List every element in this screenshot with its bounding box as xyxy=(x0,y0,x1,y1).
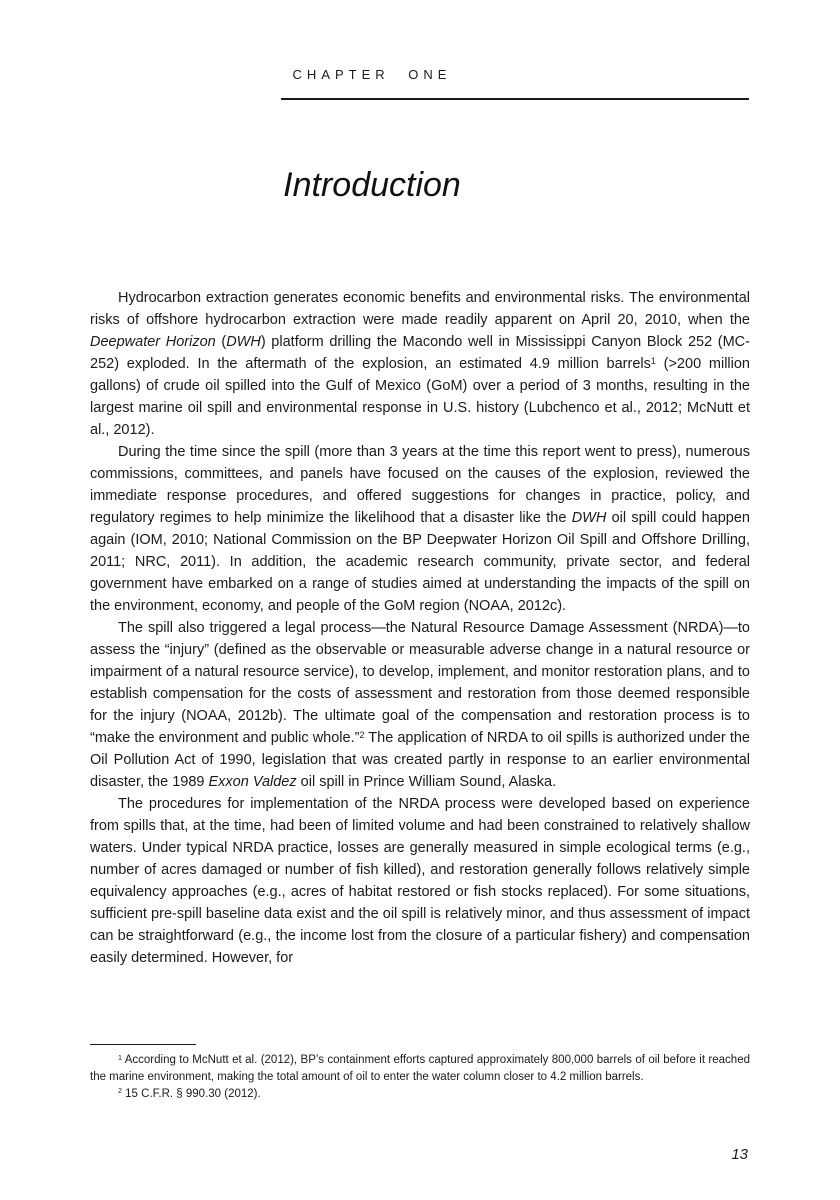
text-run-italic: Exxon Valdez xyxy=(208,774,297,790)
body-text xyxy=(90,287,750,969)
text-run: oil spill in Prince William Sound, Alaska. xyxy=(296,774,557,790)
footnotes-section xyxy=(90,1044,750,1102)
text-run-italic: Deepwater Horizon xyxy=(90,334,216,350)
text-run-italic: DWH xyxy=(571,510,607,526)
chapter-title: Introduction xyxy=(283,166,461,204)
footnote-ref-1: 1 xyxy=(650,355,656,366)
text-run-italic: DWH xyxy=(226,334,261,350)
page-number: 13 xyxy=(731,1146,748,1163)
chapter-label: CHAPTER ONE xyxy=(292,67,452,82)
footnote-text: 15 C.F.R. § 990.30 (2012). xyxy=(121,1087,261,1100)
paragraph-2 xyxy=(90,441,750,617)
text-run: During the time since the spill (more than 3 years at the time this report went to press), numerous commissions, committees, and panels have focused on the causes of the explosion, reviewed the immediate response procedures, and offered suggestions for changes in practice, policy, and regulatory regimes to help minimize the likelihood that a disaster like the xyxy=(90,444,750,526)
paragraph-1 xyxy=(90,287,750,441)
chapter-rule xyxy=(281,98,749,100)
text-run: The application of NRDA to oil spills is authorized under the Oil Pollution Act of 1990, legislation that was created partly in response to an earlier environmental disaster, the 1989 xyxy=(90,730,750,790)
text-run: Hydrocarbon extraction generates economic benefits and environmental risks. The environmental risks of offshore hydrocarbon extraction were made readily apparent on April 20, 2010, when the xyxy=(90,290,750,328)
footnote-ref-2: 2 xyxy=(359,729,365,740)
text-run: (>200 million gallons) of crude oil spilled into the Gulf of Mexico (GoM) over a period of 3 months, resulting in the largest marine oil spill and environmental response in U.S. history (Lubchenco et al., 2012; McNutt et al., 2012). xyxy=(90,356,750,438)
text-run: ) platform drilling the Macondo well in Mississippi Canyon Block 252 (MC-252) exploded. In the aftermath of the explosion, an estimated 4.9 million barrels xyxy=(90,334,750,372)
footnote-marker-2: 2 xyxy=(118,1087,122,1096)
text-run: The spill also triggered a legal process—the Natural Resource Damage Assessment (NRDA)—to assess the “injury” (defined as the observable or measurable adverse change in a natural resource or impairment of a natural resource service), to develop, implement, and monitor restoration plans, and to establish compensation for the costs of assessment and restoration from those deemed responsible for the injury (NOAA, 2012b). The ultimate goal of the compensation and restoration process is to “make the environment and public whole.” xyxy=(90,620,750,746)
paragraph-3 xyxy=(90,617,750,793)
paragraph-4 xyxy=(90,793,750,969)
text-run: ( xyxy=(215,334,227,350)
footnote-separator-rule xyxy=(90,1044,196,1045)
footnote-marker-1: 1 xyxy=(118,1053,122,1062)
footnote-1 xyxy=(90,1052,750,1086)
footnote-text: According to McNutt et al. (2012), BP’s containment efforts captured approximately 800,000 barrels of oil before it reached the marine environment, making the total amount of oil to enter the water column closer to 4.2 million barrels. xyxy=(90,1054,750,1083)
footnote-2 xyxy=(90,1086,750,1103)
text-run: oil spill could happen again (IOM, 2010; National Commission on the BP Deepwater Horizon Oil Spill and Offshore Drilling, 2011; NRC, 2011). In addition, the academic research community, private sector, and federal government have embarked on a range of studies aimed at understanding the impacts of the spill on the environment, economy, and people of the GoM region (NOAA, 2012c). xyxy=(90,510,750,614)
text-run: The procedures for implementation of the NRDA process were developed based on experience from spills that, at the time, had been of limited volume and had been constrained to relatively shallow waters. Under typical NRDA practice, losses are generally measured in simple ecological terms (e.g., number of acres damaged or number of fish killed), and restoration generally follows relatively simple equivalency approaches (e.g., acres of habitat restored or fish stocks replaced). For some situations, sufficient pre-spill baseline data exist and the oil spill is relatively minor, and thus assessment of impact can be straightforward (e.g., the income lost from the closure of a particular fishery) and compensation easily determined. However, for xyxy=(90,796,750,966)
